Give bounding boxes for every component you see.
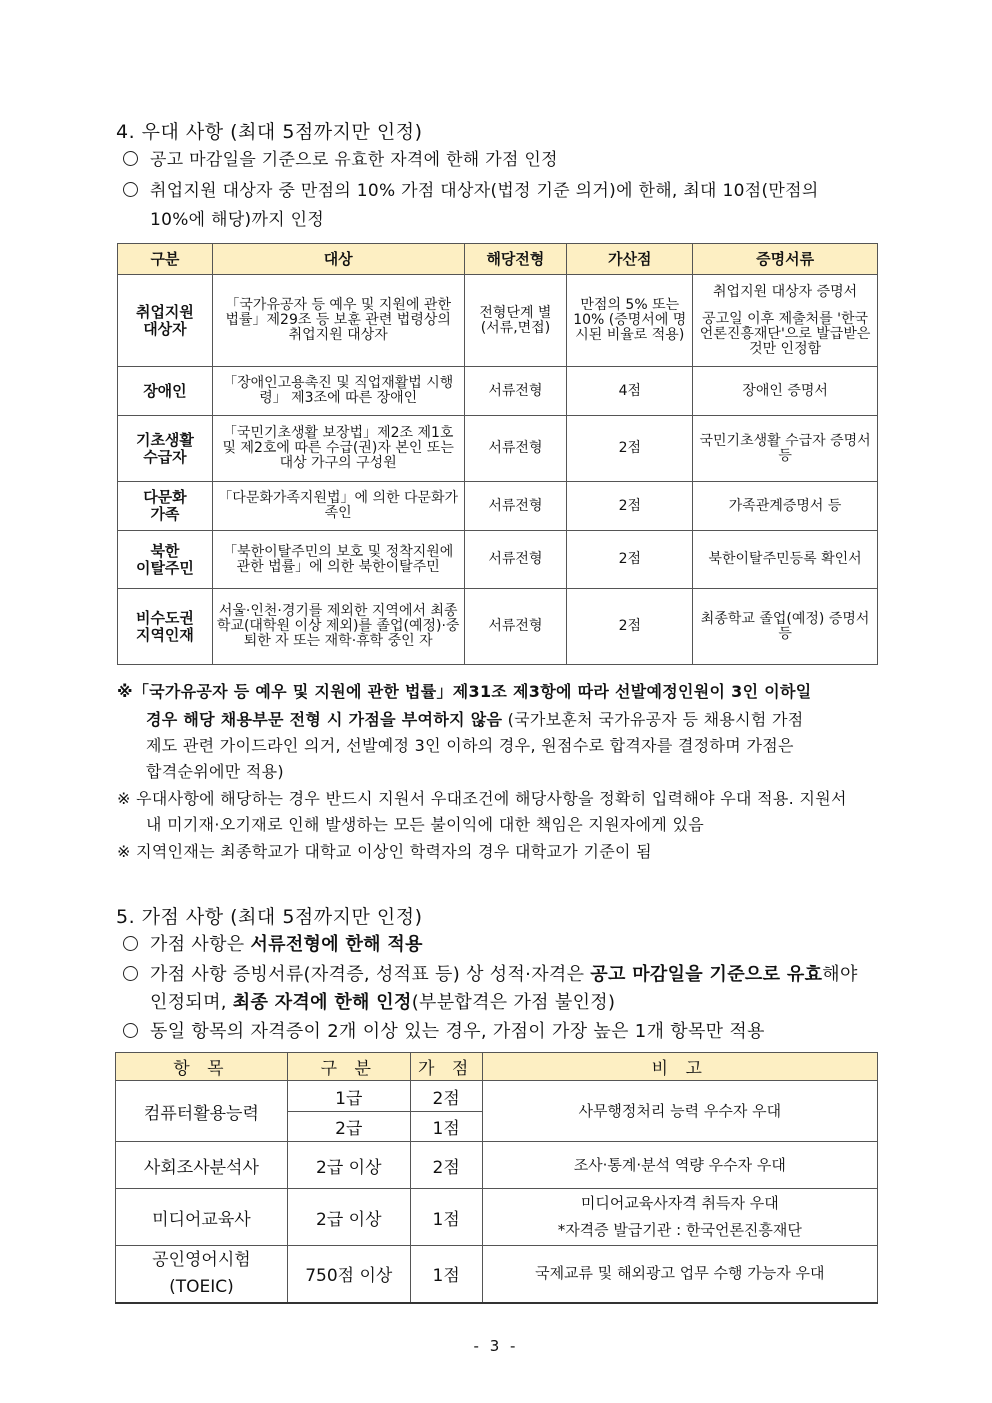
- points-cell: 만점의 5% 또는 10% (증명서에 명시된 비율로 적용): [567, 275, 693, 367]
- note2-line2: 내 미기재·오기재로 인해 발생하는 모든 불이익에 대한 책임은 지원자에게 있음: [146, 815, 705, 834]
- points-cell: 4점: [567, 367, 693, 416]
- item-cell: 미디어교육사: [116, 1189, 288, 1246]
- circle-bullet-icon: [123, 966, 138, 981]
- points-cell: 2점: [410, 1142, 482, 1189]
- section5-bullet1: 가점 사항은 서류전형에 한해 적용: [123, 930, 423, 959]
- page-number: - 3 -: [473, 1337, 519, 1355]
- note-cell: 사무행정처리 능력 우수자 우대: [482, 1081, 877, 1142]
- category-cell: 다문화 가족: [118, 482, 213, 531]
- stage-cell: 전형단계 별 (서류,면접): [464, 275, 567, 367]
- target-cell: 「다문화가족지원법」에 의한 다문화가족인: [212, 482, 464, 531]
- preference-table: [117, 243, 878, 665]
- table-row: [118, 367, 878, 416]
- table-row: [116, 1189, 878, 1246]
- stage-cell: 서류전형: [464, 367, 567, 416]
- points-cell: 1점: [410, 1112, 482, 1142]
- grade-cell: 2급: [287, 1112, 410, 1142]
- circle-bullet-icon: [123, 182, 138, 197]
- item-cell: 공인영어시험 (TOEIC): [116, 1246, 288, 1303]
- note3: ※ 지역인재는 최종학교가 대학교 이상인 학력자의 경우 대학교가 기준이 됨: [117, 842, 652, 861]
- header-cell: 구 분: [287, 1053, 410, 1081]
- note1-line4: 합격순위에만 적용): [146, 762, 284, 781]
- table-row: [118, 275, 878, 367]
- note1-line1: ※「국가유공자 등 예우 및 지원에 관한 법률」제31조 제3항에 따라 선발예정인원이 3인 이하일: [117, 682, 812, 701]
- points-cell: 2점: [410, 1081, 482, 1112]
- circle-bullet-icon: [123, 1023, 138, 1038]
- table-row: [118, 531, 878, 589]
- note-cell: 조사·통계·분석 역량 우수자 우대: [482, 1142, 877, 1189]
- item-cell: 컴퓨터활용능력: [116, 1081, 288, 1142]
- target-cell: 「국가유공자 등 예우 및 지원에 관한 법률」제29조 등 보훈 관련 법령상의 취업지원 대상자: [212, 275, 464, 367]
- note-cell: 미디어교육사자격 취득자 우대 *자격증 발급기관 : 한국언론진흥재단: [482, 1189, 877, 1246]
- section4-title: 4. 우대 사항 (최대 5점까지만 인정): [116, 121, 423, 143]
- docs-cell: 가족관계증명서 등: [693, 482, 878, 531]
- table-row: [116, 1246, 878, 1303]
- target-cell: 「북한이탈주민의 보호 및 정착지원에 관한 법률」에 의한 북한이탈주민: [212, 531, 464, 589]
- note1-line2: 경우 해당 채용부문 전형 시 가점을 부여하지 않음 (국가보훈처 국가유공자 등 채용시험 가점: [146, 710, 804, 729]
- points-cell: 1점: [410, 1189, 482, 1246]
- header-cell: 대상: [212, 244, 464, 275]
- bonus-table: [115, 1052, 878, 1304]
- header-cell: 가 점: [410, 1053, 482, 1081]
- section4-bullet2-cont: 10%에 해당)까지 인정: [150, 210, 325, 230]
- points-cell: 2점: [567, 482, 693, 531]
- category-cell: 북한 이탈주민: [118, 531, 213, 589]
- target-cell: 「장애인고용촉진 및 직업재활법 시행령」 제3조에 따른 장애인: [212, 367, 464, 416]
- target-cell: 「국민기초생활 보장법」제2조 제1호 및 제2호에 따른 수급(권)자 본인 또는 대상 가구의 구성원: [212, 416, 464, 482]
- points-cell: 2점: [567, 416, 693, 482]
- target-cell: 서울·인천·경기를 제외한 지역에서 최종 학교(대학원 이상 제외)를 졸업(예정)·중퇴한 자 또는 재학·휴학 중인 자: [212, 589, 464, 665]
- table-header-row: [116, 1053, 878, 1081]
- points-cell: 2점: [567, 531, 693, 589]
- stage-cell: 서류전형: [464, 416, 567, 482]
- table-row: [116, 1142, 878, 1189]
- points-cell: 1점: [410, 1246, 482, 1303]
- note-cell: 국제교류 및 해외광고 업무 수행 가능자 우대: [482, 1246, 877, 1303]
- category-cell: 장애인: [118, 367, 213, 416]
- note2-line1: ※ 우대사항에 해당하는 경우 반드시 지원서 우대조건에 해당사항을 정확히 입력해야 우대 적용. 지원서: [117, 789, 847, 808]
- note1-line3: 제도 관련 가이드라인 의거, 선발예정 3인 이하의 경우, 원점수로 합격자를 결정하며 가점은: [146, 736, 794, 755]
- category-cell: 취업지원 대상자: [118, 275, 213, 367]
- table-row: [118, 589, 878, 665]
- section5-title: 5. 가점 사항 (최대 5점까지만 인정): [116, 906, 423, 928]
- grade-cell: 750점 이상: [287, 1246, 410, 1303]
- header-cell: 증명서류: [693, 244, 878, 275]
- docs-cell: 장애인 증명서: [693, 367, 878, 416]
- header-cell: 항 목: [116, 1053, 288, 1081]
- docs-cell: 북한이탈주민등록 확인서: [693, 531, 878, 589]
- section5-bullet3: 동일 항목의 자격증이 2개 이상 있는 경우, 가점이 가장 높은 1개 항목만 적용: [123, 1017, 765, 1046]
- circle-bullet-icon: [123, 151, 138, 166]
- item-cell: 사회조사분석사: [116, 1142, 288, 1189]
- header-cell: 가산점: [567, 244, 693, 275]
- table-header-row: [118, 244, 878, 275]
- points-cell: 2점: [567, 589, 693, 665]
- stage-cell: 서류전형: [464, 482, 567, 531]
- table-row: [116, 1081, 878, 1112]
- category-cell: 비수도권 지역인재: [118, 589, 213, 665]
- grade-cell: 1급: [287, 1081, 410, 1112]
- section5-bullet2-cont: 인정되며, 최종 자격에 한해 인정(부분합격은 가점 불인정): [150, 992, 616, 1013]
- grade-cell: 2급 이상: [287, 1142, 410, 1189]
- header-cell: 해당전형: [464, 244, 567, 275]
- table-row: [118, 482, 878, 531]
- table-row: [118, 416, 878, 482]
- circle-bullet-icon: [123, 936, 138, 951]
- grade-cell: 2급 이상: [287, 1189, 410, 1246]
- section4-bullet2: 취업지원 대상자 중 만점의 10% 가점 대상자(법정 기준 의거)에 한해, 최대 10점(만점의: [123, 177, 819, 206]
- stage-cell: 서류전형: [464, 589, 567, 665]
- category-cell: 기초생활 수급자: [118, 416, 213, 482]
- header-cell: 구분: [118, 244, 213, 275]
- section5-bullet2: 가점 사항 증빙서류(자격증, 성적표 등) 상 성적·자격은 공고 마감일을 기준으로 유효해야: [123, 960, 858, 989]
- header-cell: 비 고: [482, 1053, 877, 1081]
- docs-cell: 최종학교 졸업(예정) 증명서 등: [693, 589, 878, 665]
- docs-cell: 국민기초생활 수급자 증명서 등: [693, 416, 878, 482]
- docs-cell: 취업지원 대상자 증명서 공고일 이후 제출처를 '한국언론진흥재단'으로 발급받은 것만 인정함: [693, 275, 878, 367]
- stage-cell: 서류전형: [464, 531, 567, 589]
- section4-bullet1: 공고 마감일을 기준으로 유효한 자격에 한해 가점 인정: [123, 146, 558, 175]
